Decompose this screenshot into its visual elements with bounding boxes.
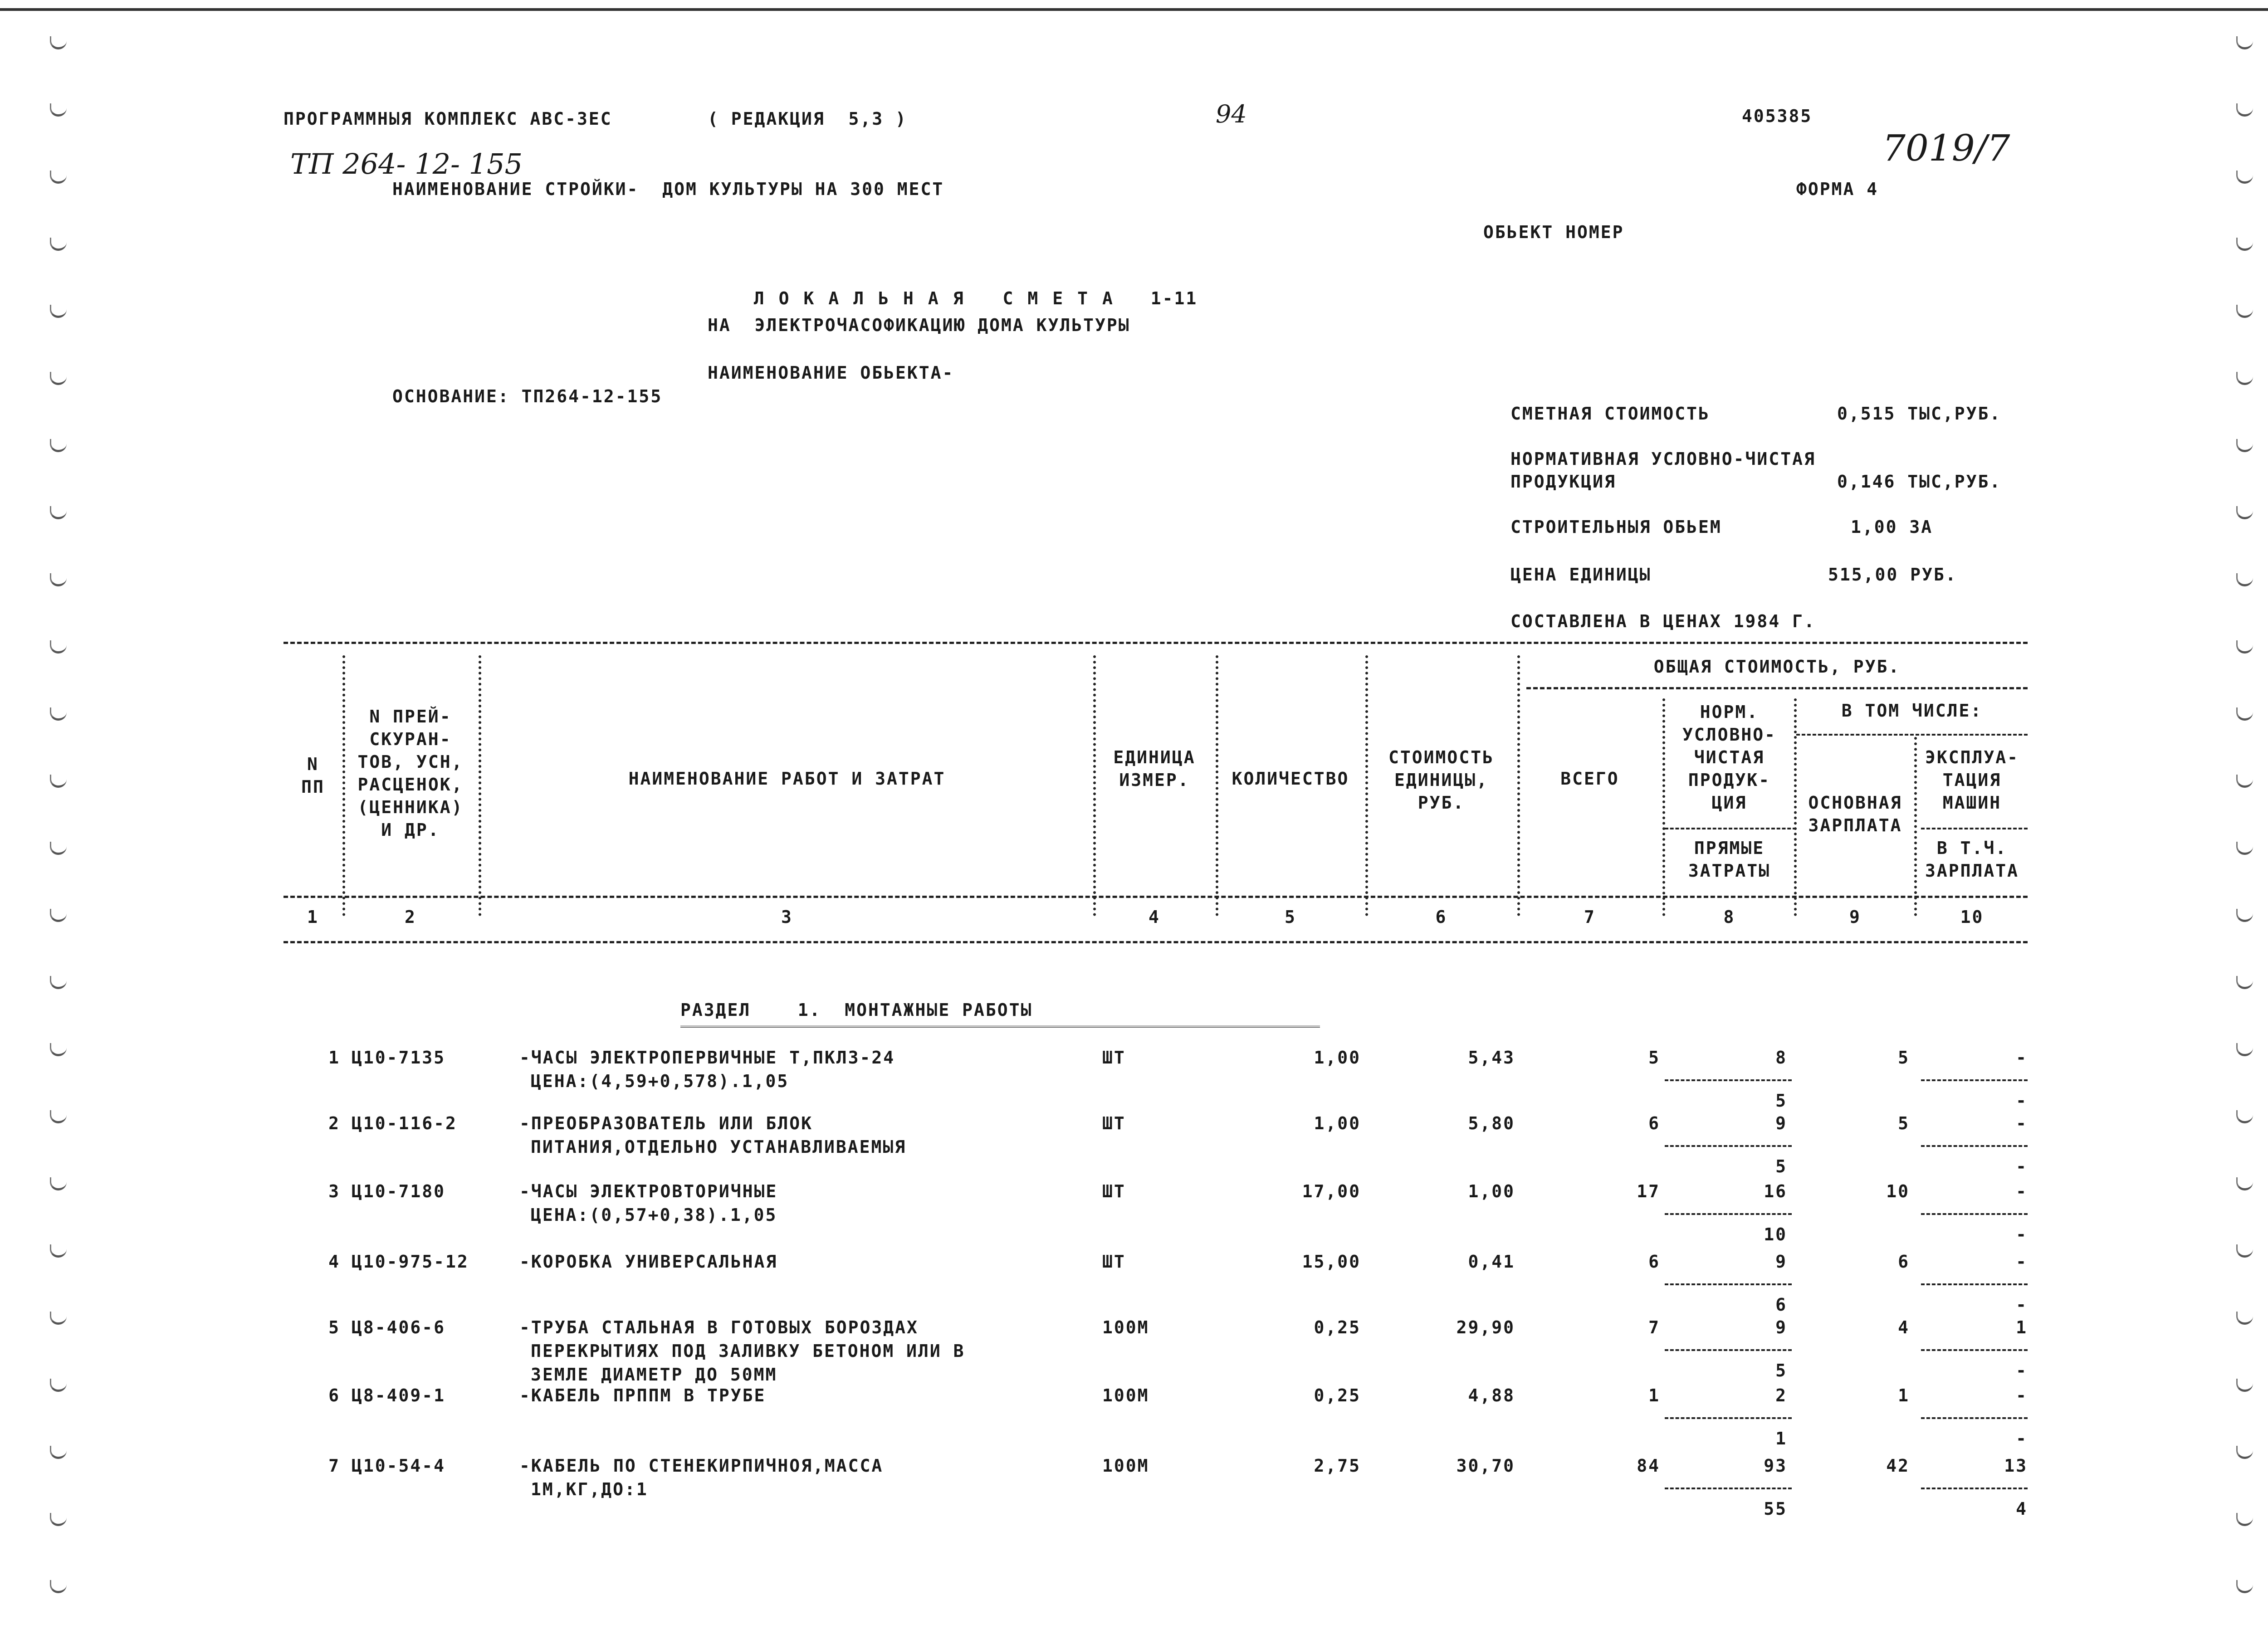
left-sprocket-hole: [50, 506, 67, 519]
volume-value: 1,00 ЗА: [1851, 517, 1933, 537]
incl-group-rule: [1796, 734, 2028, 736]
row-unit-price: 30,70: [1456, 1456, 1515, 1476]
form-number: ФОРМА 4: [1796, 179, 1879, 199]
right-sprocket-hole: [2236, 171, 2253, 184]
row-name-line-1: -ЧАСЫ ЭЛЕКТРОПЕРВИЧНЫЕ Т,ПКЛЗ-24: [519, 1048, 895, 1068]
row-total: 17: [1637, 1181, 1660, 1201]
row-base-wage: 4: [1898, 1317, 1910, 1337]
left-sprocket-hole: [50, 1043, 67, 1056]
table-top-rule: [284, 642, 2028, 644]
left-sprocket-hole: [50, 238, 67, 251]
object-number: ОБЬЕКТ НОМЕР: [1483, 222, 1624, 242]
row-unit: 100М: [1102, 1456, 1149, 1476]
row-unit: ШТ: [1102, 1252, 1126, 1272]
handwritten-sheet-number: 7019/7: [1882, 127, 2010, 169]
col-number-4: 4: [1149, 907, 1160, 927]
row-total: 7: [1648, 1317, 1660, 1337]
row-direct-costs: 10: [1764, 1224, 1787, 1244]
row-code: Ц10-7180: [352, 1181, 446, 1201]
row-code: Ц10-7135: [352, 1048, 446, 1068]
left-sprocket-hole: [50, 842, 67, 855]
row-machine-operation: -: [2016, 1385, 2028, 1405]
left-sprocket-hole: [50, 439, 67, 452]
col-header-2: N ПРЕЙ- СКУРАН- ТОВ, УСН, РАСЦЕНОК, (ЦЕННИКА) И ДР.: [357, 707, 464, 840]
row-name-line-2: ПИТАНИЯ,ОТДЕЛЬНО УСТАНАВЛИВАЕМЫЯ: [531, 1137, 907, 1157]
row-name-line-1: -КОРОБКА УНИВЕРСАЛЬНАЯ: [519, 1252, 778, 1272]
left-sprocket-hole: [50, 775, 67, 788]
row-quantity: 15,00: [1302, 1252, 1361, 1272]
row-name-line-2: 1М,КГ,ДО:1: [531, 1479, 648, 1499]
left-sprocket-hole: [50, 372, 67, 385]
row-machine-operation: -: [2016, 1113, 2028, 1133]
row-unit-price: 4,88: [1468, 1385, 1515, 1405]
page-number: 94: [1216, 100, 1247, 128]
row-base-wage: 1: [1898, 1385, 1910, 1405]
row-name-line-2: ЦЕНА:(0,57+0,38).1,05: [531, 1205, 777, 1225]
document-code: 405385: [1742, 106, 1813, 126]
edition: ( РЕДАКЦИЯ 5,3 ): [708, 109, 907, 129]
row-unit-price: 29,90: [1456, 1317, 1515, 1337]
col-header-3: НАИМЕНОВАНИЕ РАБОТ И ЗАТРАТ: [628, 769, 946, 789]
row-machine-wage: 4: [2016, 1499, 2028, 1519]
right-sprocket-hole: [2236, 775, 2253, 788]
row-unit: 100М: [1102, 1317, 1149, 1337]
right-sprocket-hole: [2236, 976, 2253, 989]
left-sprocket-hole: [50, 1110, 67, 1123]
row-base-wage: 42: [1886, 1456, 1910, 1476]
total-group-rule: [1526, 687, 2028, 689]
row-total: 1: [1648, 1385, 1660, 1405]
right-sprocket-hole: [2236, 506, 2253, 519]
numbers-bottom-rule: [284, 941, 2028, 943]
left-sprocket-hole: [50, 103, 67, 117]
handwritten-doc-ref: ТП 264- 12- 155: [290, 147, 523, 180]
row-unit-price: 5,43: [1468, 1048, 1515, 1068]
row-base-wage: 10: [1886, 1181, 1910, 1201]
col-header-8-bottom: ПРЯМЫЕ ЗАТРАТЫ: [1688, 838, 1771, 881]
row-unit: ШТ: [1102, 1113, 1126, 1133]
row-machine-divider: [1921, 1488, 2028, 1489]
program-name: ПРОГРАММНЫЯ КОМПЛЕКС АВС-ЗЕС: [284, 109, 612, 129]
left-sprocket-hole: [50, 1513, 67, 1526]
row-unit: ШТ: [1102, 1048, 1126, 1068]
row-unit-price: 1,00: [1468, 1181, 1515, 1201]
row-machine-operation: 1: [2016, 1317, 2028, 1337]
estimated-cost-value: 0,515 ТЫС,РУБ.: [1837, 404, 2002, 424]
left-sprocket-hole: [50, 1177, 67, 1190]
row-unit-price: 0,41: [1468, 1252, 1515, 1272]
row-machine-divider: [1921, 1079, 2028, 1081]
row-machine-divider: [1921, 1417, 2028, 1419]
row-machine-wage: -: [2016, 1091, 2028, 1111]
row-quantity: 17,00: [1302, 1181, 1361, 1201]
row-unit-price: 5,80: [1468, 1113, 1515, 1133]
row-npc-divider: [1665, 1283, 1792, 1285]
row-npc-divider: [1665, 1079, 1792, 1081]
right-sprocket-hole: [2236, 1312, 2253, 1325]
row-number: 6: [328, 1385, 340, 1405]
row-machine-operation: -: [2016, 1048, 2028, 1068]
col-header-9: ОСНОВНАЯ ЗАРПЛАТА: [1808, 793, 1902, 835]
construction-name: НАИМЕНОВАНИЕ СТРОЙКИ- ДОМ КУЛЬТУРЫ НА 300 МЕСТ: [392, 179, 944, 199]
right-sprocket-hole: [2236, 103, 2253, 117]
right-sprocket-hole: [2236, 439, 2253, 452]
row-total: 84: [1637, 1456, 1660, 1476]
section-title: РАЗДЕЛ 1. МОНТАЖНЫЕ РАБОТЫ: [680, 1000, 1033, 1020]
row-norm-net-production: 9: [1775, 1317, 1787, 1337]
right-sprocket-hole: [2236, 238, 2253, 251]
right-sprocket-hole: [2236, 1513, 2253, 1526]
row-npc-divider: [1665, 1417, 1792, 1419]
row-quantity: 0,25: [1314, 1385, 1361, 1405]
left-sprocket-hole: [50, 640, 67, 654]
row-machine-divider: [1921, 1145, 2028, 1147]
estimate-title: ЛОКАЛЬНАЯ СМЕТА 1-11: [753, 288, 1198, 308]
row-base-wage: 5: [1898, 1113, 1910, 1133]
basis: ОСНОВАНИЕ: ТП264-12-155: [392, 386, 663, 406]
normative-value: 0,146 ТЫС,РУБ.: [1837, 472, 2002, 492]
normative-label-1: НОРМАТИВНАЯ УСЛОВНО-ЧИСТАЯ: [1510, 449, 1816, 469]
c10-split-rule: [1921, 828, 2028, 829]
right-sprocket-hole: [2236, 707, 2253, 721]
row-npc-divider: [1665, 1349, 1792, 1351]
row-total: 5: [1648, 1048, 1660, 1068]
right-sprocket-hole: [2236, 1379, 2253, 1392]
left-sprocket-hole: [50, 976, 67, 989]
row-code: Ц10-975-12: [352, 1252, 469, 1272]
left-sprocket-hole: [50, 36, 67, 49]
col-number-10: 10: [1960, 907, 1984, 927]
row-code: Ц10-54-4: [352, 1456, 446, 1476]
right-sprocket-hole: [2236, 909, 2253, 922]
right-sprocket-hole: [2236, 842, 2253, 855]
col-number-9: 9: [1849, 907, 1861, 927]
row-norm-net-production: 9: [1775, 1252, 1787, 1272]
c8-split-rule: [1665, 828, 1796, 829]
normative-label-2: ПРОДУКЦИЯ: [1510, 472, 1616, 492]
row-total: 6: [1648, 1252, 1660, 1272]
estimated-cost-label: СМЕТНАЯ СТОИМОСТЬ: [1510, 404, 1710, 424]
col-header-1: N ПП: [301, 754, 325, 797]
row-machine-divider: [1921, 1283, 2028, 1285]
col-sep-2: [479, 655, 481, 916]
row-npc-divider: [1665, 1213, 1792, 1215]
left-sprocket-hole: [50, 1244, 67, 1258]
left-sprocket-hole: [50, 171, 67, 184]
row-number: 7: [328, 1456, 340, 1476]
col-number-6: 6: [1435, 907, 1447, 927]
right-sprocket-hole: [2236, 1446, 2253, 1459]
row-machine-wage: -: [2016, 1361, 2028, 1380]
row-quantity: 2,75: [1314, 1456, 1361, 1476]
col-number-8: 8: [1723, 907, 1735, 927]
row-norm-net-production: 16: [1764, 1181, 1787, 1201]
unit-price-value: 515,00 РУБ.: [1828, 565, 1957, 585]
row-number: 5: [328, 1317, 340, 1337]
row-name-line-1: -КАБЕЛЬ ПРППМ В ТРУБЕ: [519, 1385, 766, 1405]
row-machine-wage: -: [2016, 1295, 2028, 1315]
row-number: 2: [328, 1113, 340, 1133]
row-direct-costs: 5: [1775, 1156, 1787, 1176]
header-bottom-rule: [284, 896, 2028, 898]
row-norm-net-production: 93: [1764, 1456, 1787, 1476]
row-direct-costs: 6: [1775, 1295, 1787, 1315]
row-name-line-2: ПЕРЕКРЫТИЯХ ПОД ЗАЛИВКУ БЕТОНОМ ИЛИ В: [531, 1341, 965, 1361]
row-code: Ц8-406-6: [352, 1317, 446, 1337]
prices-year: СОСТАВЛЕНА В ЦЕНАХ 1984 Г.: [1510, 611, 1816, 631]
row-machine-operation: 13: [2004, 1456, 2028, 1476]
row-code: Ц8-409-1: [352, 1385, 446, 1405]
total-group-header: ОБЩАЯ СТОИМОСТЬ, РУБ.: [1653, 657, 1901, 677]
row-direct-costs: 5: [1775, 1361, 1787, 1380]
row-base-wage: 6: [1898, 1252, 1910, 1272]
row-machine-wage: -: [2016, 1429, 2028, 1449]
row-norm-net-production: 8: [1775, 1048, 1787, 1068]
row-direct-costs: 5: [1775, 1091, 1787, 1111]
col-header-10-top: ЭКСПЛУА- ТАЦИЯ МАШИН: [1925, 747, 2019, 813]
col-number-2: 2: [405, 907, 416, 927]
incl-group-header: В ТОМ ЧИСЛЕ:: [1841, 701, 1983, 721]
left-sprocket-hole: [50, 1446, 67, 1459]
row-base-wage: 5: [1898, 1048, 1910, 1068]
right-sprocket-hole: [2236, 1177, 2253, 1190]
right-sprocket-hole: [2236, 1043, 2253, 1056]
col-number-7: 7: [1584, 907, 1596, 927]
row-direct-costs: 55: [1764, 1499, 1787, 1519]
estimate-subject: НА ЭЛЕКТРОЧАСОФИКАЦИЮ ДОМА КУЛЬТУРЫ: [708, 315, 1130, 335]
row-name-line-1: -ПРЕОБРАЗОВАТЕЛЬ ИЛИ БЛОК: [519, 1113, 813, 1133]
row-number: 1: [328, 1048, 340, 1068]
row-quantity: 0,25: [1314, 1317, 1361, 1337]
row-name-line-1: -ЧАСЫ ЭЛЕКТРОВТОРИЧНЫЕ: [519, 1181, 778, 1201]
right-sprocket-hole: [2236, 305, 2253, 318]
paper-top-edge: [0, 8, 2268, 11]
volume-label: СТРОИТЕЛЬНЫЯ ОБЬЕМ: [1510, 517, 1722, 537]
row-unit: 100М: [1102, 1385, 1149, 1405]
row-name-line-2: ЦЕНА:(4,59+0,578).1,05: [531, 1071, 789, 1091]
unit-price-label: ЦЕНА ЕДИНИЦЫ: [1510, 565, 1652, 585]
row-unit: ШТ: [1102, 1181, 1126, 1201]
right-sprocket-hole: [2236, 36, 2253, 49]
row-machine-operation: -: [2016, 1181, 2028, 1201]
row-npc-divider: [1665, 1488, 1792, 1489]
row-number: 4: [328, 1252, 340, 1272]
right-sprocket-hole: [2236, 640, 2253, 654]
col-header-5: КОЛИЧЕСТВО: [1232, 769, 1349, 789]
row-quantity: 1,00: [1314, 1113, 1361, 1133]
object-name-label: НАИМЕНОВАНИЕ ОБЬЕКТА-: [708, 363, 954, 383]
row-name-line-3: ЗЕМЛЕ ДИАМЕТР ДО 50ММ: [531, 1365, 777, 1385]
row-norm-net-production: 2: [1775, 1385, 1787, 1405]
col-header-6: СТОИМОСТЬ ЕДИНИЦЫ, РУБ.: [1388, 747, 1494, 813]
row-quantity: 1,00: [1314, 1048, 1361, 1068]
row-norm-net-production: 9: [1775, 1113, 1787, 1133]
left-sprocket-hole: [50, 1312, 67, 1325]
right-sprocket-hole: [2236, 1580, 2253, 1593]
col-number-3: 3: [781, 907, 793, 927]
row-total: 6: [1648, 1113, 1660, 1133]
left-sprocket-hole: [50, 1580, 67, 1593]
col-number-1: 1: [307, 907, 319, 927]
left-sprocket-hole: [50, 573, 67, 586]
row-machine-operation: -: [2016, 1252, 2028, 1272]
right-sprocket-hole: [2236, 372, 2253, 385]
section-underline: [680, 1026, 1320, 1028]
row-direct-costs: 1: [1775, 1429, 1787, 1449]
right-sprocket-hole: [2236, 1244, 2253, 1258]
row-number: 3: [328, 1181, 340, 1201]
left-sprocket-hole: [50, 1379, 67, 1392]
left-sprocket-hole: [50, 909, 67, 922]
right-sprocket-hole: [2236, 573, 2253, 586]
col-header-4: ЕДИНИЦА ИЗМЕР.: [1113, 747, 1196, 790]
row-npc-divider: [1665, 1145, 1792, 1147]
row-machine-wage: -: [2016, 1156, 2028, 1176]
row-machine-divider: [1921, 1213, 2028, 1215]
row-machine-wage: -: [2016, 1224, 2028, 1244]
row-name-line-1: -КАБЕЛЬ ПО СТЕНЕКИРПИЧНОЯ,МАССА: [519, 1456, 884, 1476]
col-number-5: 5: [1285, 907, 1296, 927]
right-sprocket-hole: [2236, 1110, 2253, 1123]
left-sprocket-hole: [50, 707, 67, 721]
col-header-10-bottom: В Т.Ч. ЗАРПЛАТА: [1925, 838, 2019, 881]
row-code: Ц10-116-2: [352, 1113, 457, 1133]
row-name-line-1: -ТРУБА СТАЛЬНАЯ В ГОТОВЫХ БОРОЗДАХ: [519, 1317, 919, 1337]
row-machine-divider: [1921, 1349, 2028, 1351]
left-sprocket-hole: [50, 305, 67, 318]
col-header-7: ВСЕГО: [1560, 769, 1619, 789]
col-header-8-top: НОРМ. УСЛОВНО- ЧИСТАЯ ПРОДУК- ЦИЯ: [1682, 702, 1777, 813]
